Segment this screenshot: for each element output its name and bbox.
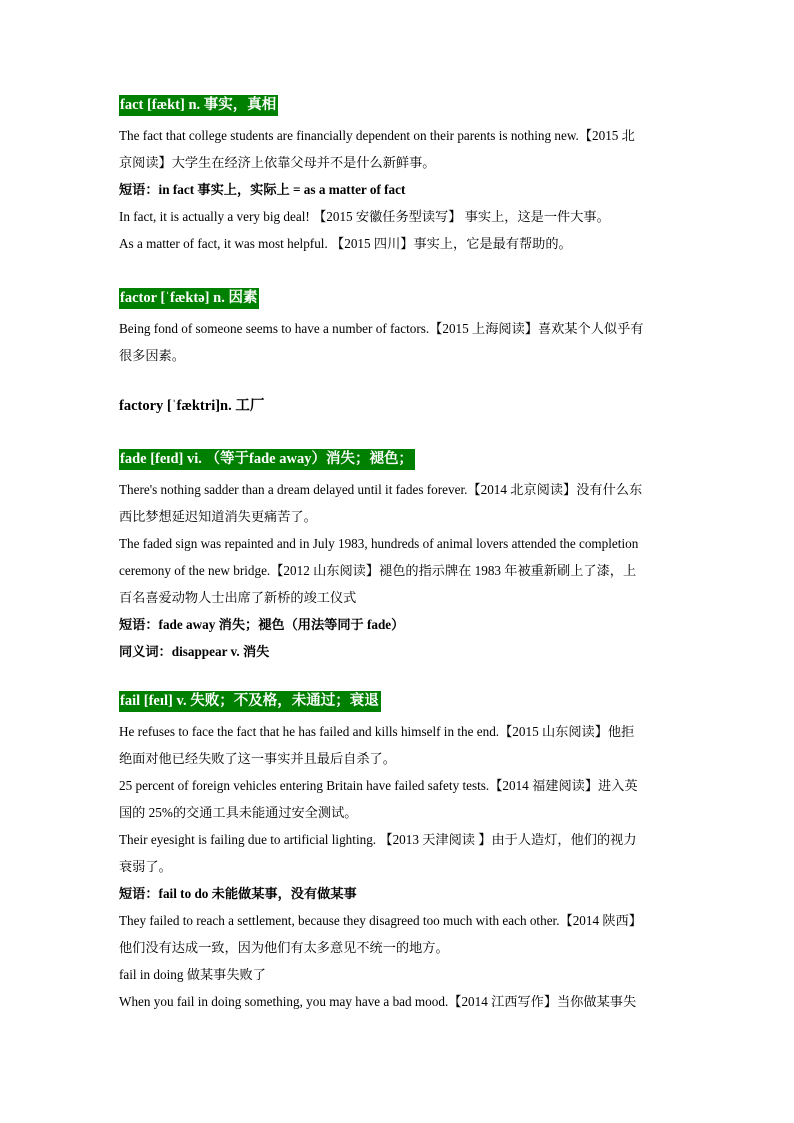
example-sentence: Being fond of someone seems to have a number of factors.【2015 上海阅读】喜欢某个人似乎有 — [119, 321, 644, 336]
phrase-line: fail in doing 做某事失败了 — [119, 967, 266, 982]
synonym-line: 同义词：disappear v. 消失 — [119, 644, 270, 659]
phrase-line: 短语：in fact 事实上，实际上 = as a matter of fact — [119, 182, 406, 197]
example-sentence: When you fail in doing something, you may have a bad mood.【2014 江西写作】当你做某事失 — [119, 994, 637, 1009]
example-translation: 绝面对他已经失败了这一事实并且最后自杀了。 — [119, 751, 396, 766]
example-sentence: Their eyesight is failing due to artificial lighting. 【2013 天津阅读 】由于人造灯，他们的视力 — [119, 832, 637, 847]
example-sentence: He refuses to face the fact that he has failed and kills himself in the end.【2015 山东阅读】他拒 — [119, 724, 635, 739]
headword-factor: factor [ˈfæktə] n. 因素 — [119, 288, 259, 309]
entry-fade — [119, 449, 675, 665]
headword-fail: fail [feɪl] v. 失败；不及格，未通过；衰退 — [119, 691, 381, 712]
example-translation: 他们没有达成一致，因为他们有太多意见不统一的地方。 — [119, 940, 449, 955]
example-sentence: The faded sign was repainted and in July 1983, hundreds of animal lovers attended the completion — [119, 536, 639, 551]
phrase-line: 短语：fade away 消失；褪色（用法等同于 fade） — [119, 617, 405, 632]
example-sentence: As a matter of fact, it was most helpful. 【2015 四川】事实上，它是最有帮助的。 — [119, 236, 572, 251]
example-sentence: ceremony of the new bridge.【2012 山东阅读】褪色的指示牌在 1983 年被重新刷上了漆，上 — [119, 563, 637, 578]
headword-fact: fact [fækt] n. 事实，真相 — [119, 95, 278, 116]
example-translation: 百名喜爱动物人士出席了新桥的竣工仪式 — [119, 590, 357, 605]
example-translation: 很多因素。 — [119, 348, 185, 363]
example-sentence: The fact that college students are financially dependent on their parents is nothing new.【2015 北 — [119, 128, 635, 143]
example-sentence: 25 percent of foreign vehicles entering Britain have failed safety tests.【2014 福建阅读】进入英 — [119, 778, 638, 793]
headword-factory: factory [ˈfæktri]n. 工厂 — [119, 398, 265, 414]
example-sentence: In fact, it is actually a very big deal! 【2015 安徽任务型读写】 事实上，这是一件大事。 — [119, 209, 610, 224]
example-translation: 京阅读】大学生在经济上依靠父母并不是什么新鲜事。 — [119, 155, 436, 170]
example-translation: 西比梦想延迟知道消失更痛苦了。 — [119, 509, 317, 524]
headword-fade: fade [feɪd] vi. （等于fade away）消失；褪色； — [119, 449, 415, 470]
entry-factory — [119, 396, 675, 423]
example-sentence: There's nothing sadder than a dream delayed until it fades forever.【2014 北京阅读】没有什么东 — [119, 482, 643, 497]
example-translation: 衰弱了。 — [119, 859, 172, 874]
entry-fail — [119, 691, 675, 1015]
entry-factor — [119, 288, 675, 369]
example-sentence: They failed to reach a settlement, because they disagreed too much with each other.【2014 陕西】 — [119, 913, 642, 928]
phrase-line: 短语：fail to do 未能做某事，没有做某事 — [119, 886, 357, 901]
example-translation: 国的 25%的交通工具未能通过安全测试。 — [119, 805, 358, 820]
entry-fact — [119, 95, 675, 257]
